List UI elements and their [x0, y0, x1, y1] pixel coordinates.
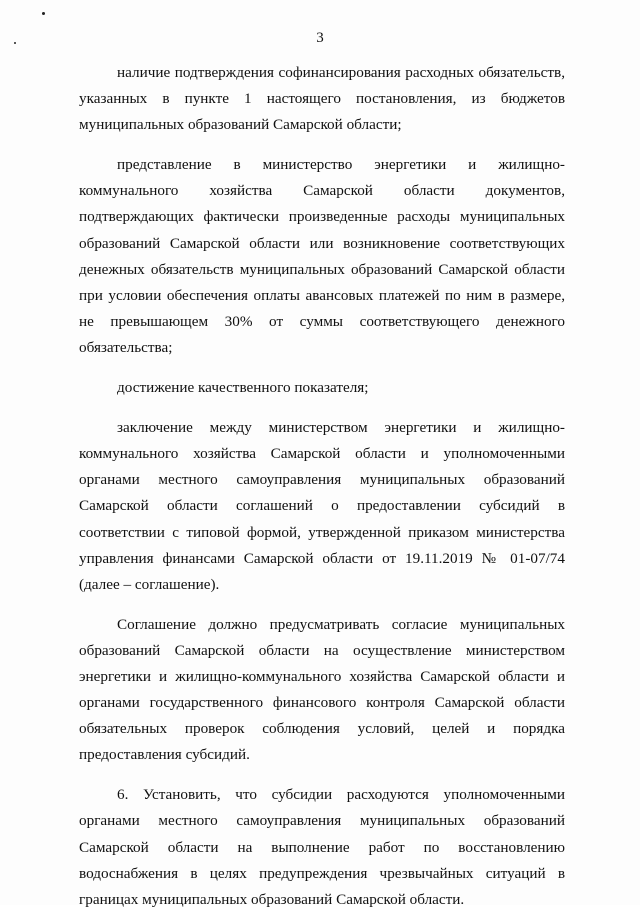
paragraph-indicator: достижение качественного показателя;	[117, 379, 369, 397]
document-body	[79, 60, 565, 913]
paragraph-consent: Соглашение должно предусматривать согласие муниципальных образований Самарской области на осуществление министерством энергетики и жилищно-коммунального хозяйства Самарской области и органами государственного финансового контроля Самарской области обязательных проверок соблюдения условий, целей и порядка предоставления субсидий.	[79, 615, 565, 764]
paragraph-agreement: заключение между министерством энергетики и жилищно-коммунального хозяйства Самарской области и уполномоченными органами местного самоуправления муниципальных образований Самарской области соглашений о предоставлении субсидий в соответствии с типовой формой, утвержденной приказом министерства управления финансами Самарской области от 19.11.2019 № 01-07/74 (далее – соглашение).	[79, 419, 565, 593]
paragraph-item-6: 6. Установить, что субсидии расходуются уполномоченными органами местного самоуправления муниципальных образований Самарской области на выполнение работ по восстановлению водоснабжения в целях предупреждения чрезвычайных ситуаций в границах муниципальных образований Самарской области.	[79, 786, 565, 908]
page-number: 3	[316, 30, 324, 46]
paragraph-cofinancing: наличие подтверждения софинансирования расходных обязательств, указанных в пункте 1 настоящего постановления, из бюджетов муниципальных образований Самарской области;	[79, 64, 565, 134]
scan-speck	[42, 12, 45, 15]
paragraph-documents: представление в министерство энергетики и жилищно-коммунального хозяйства Самарской области документов, подтверждающих фактически произведенные расходы муниципальных образований Самарской области или возникновение соответствующих денежных обязательств муниципальных образований Самарской области при условии обеспечения оплаты авансовых платежей по ним в размере, не превышающем 30% от суммы соответствующего денежного обязательства;	[79, 156, 565, 356]
